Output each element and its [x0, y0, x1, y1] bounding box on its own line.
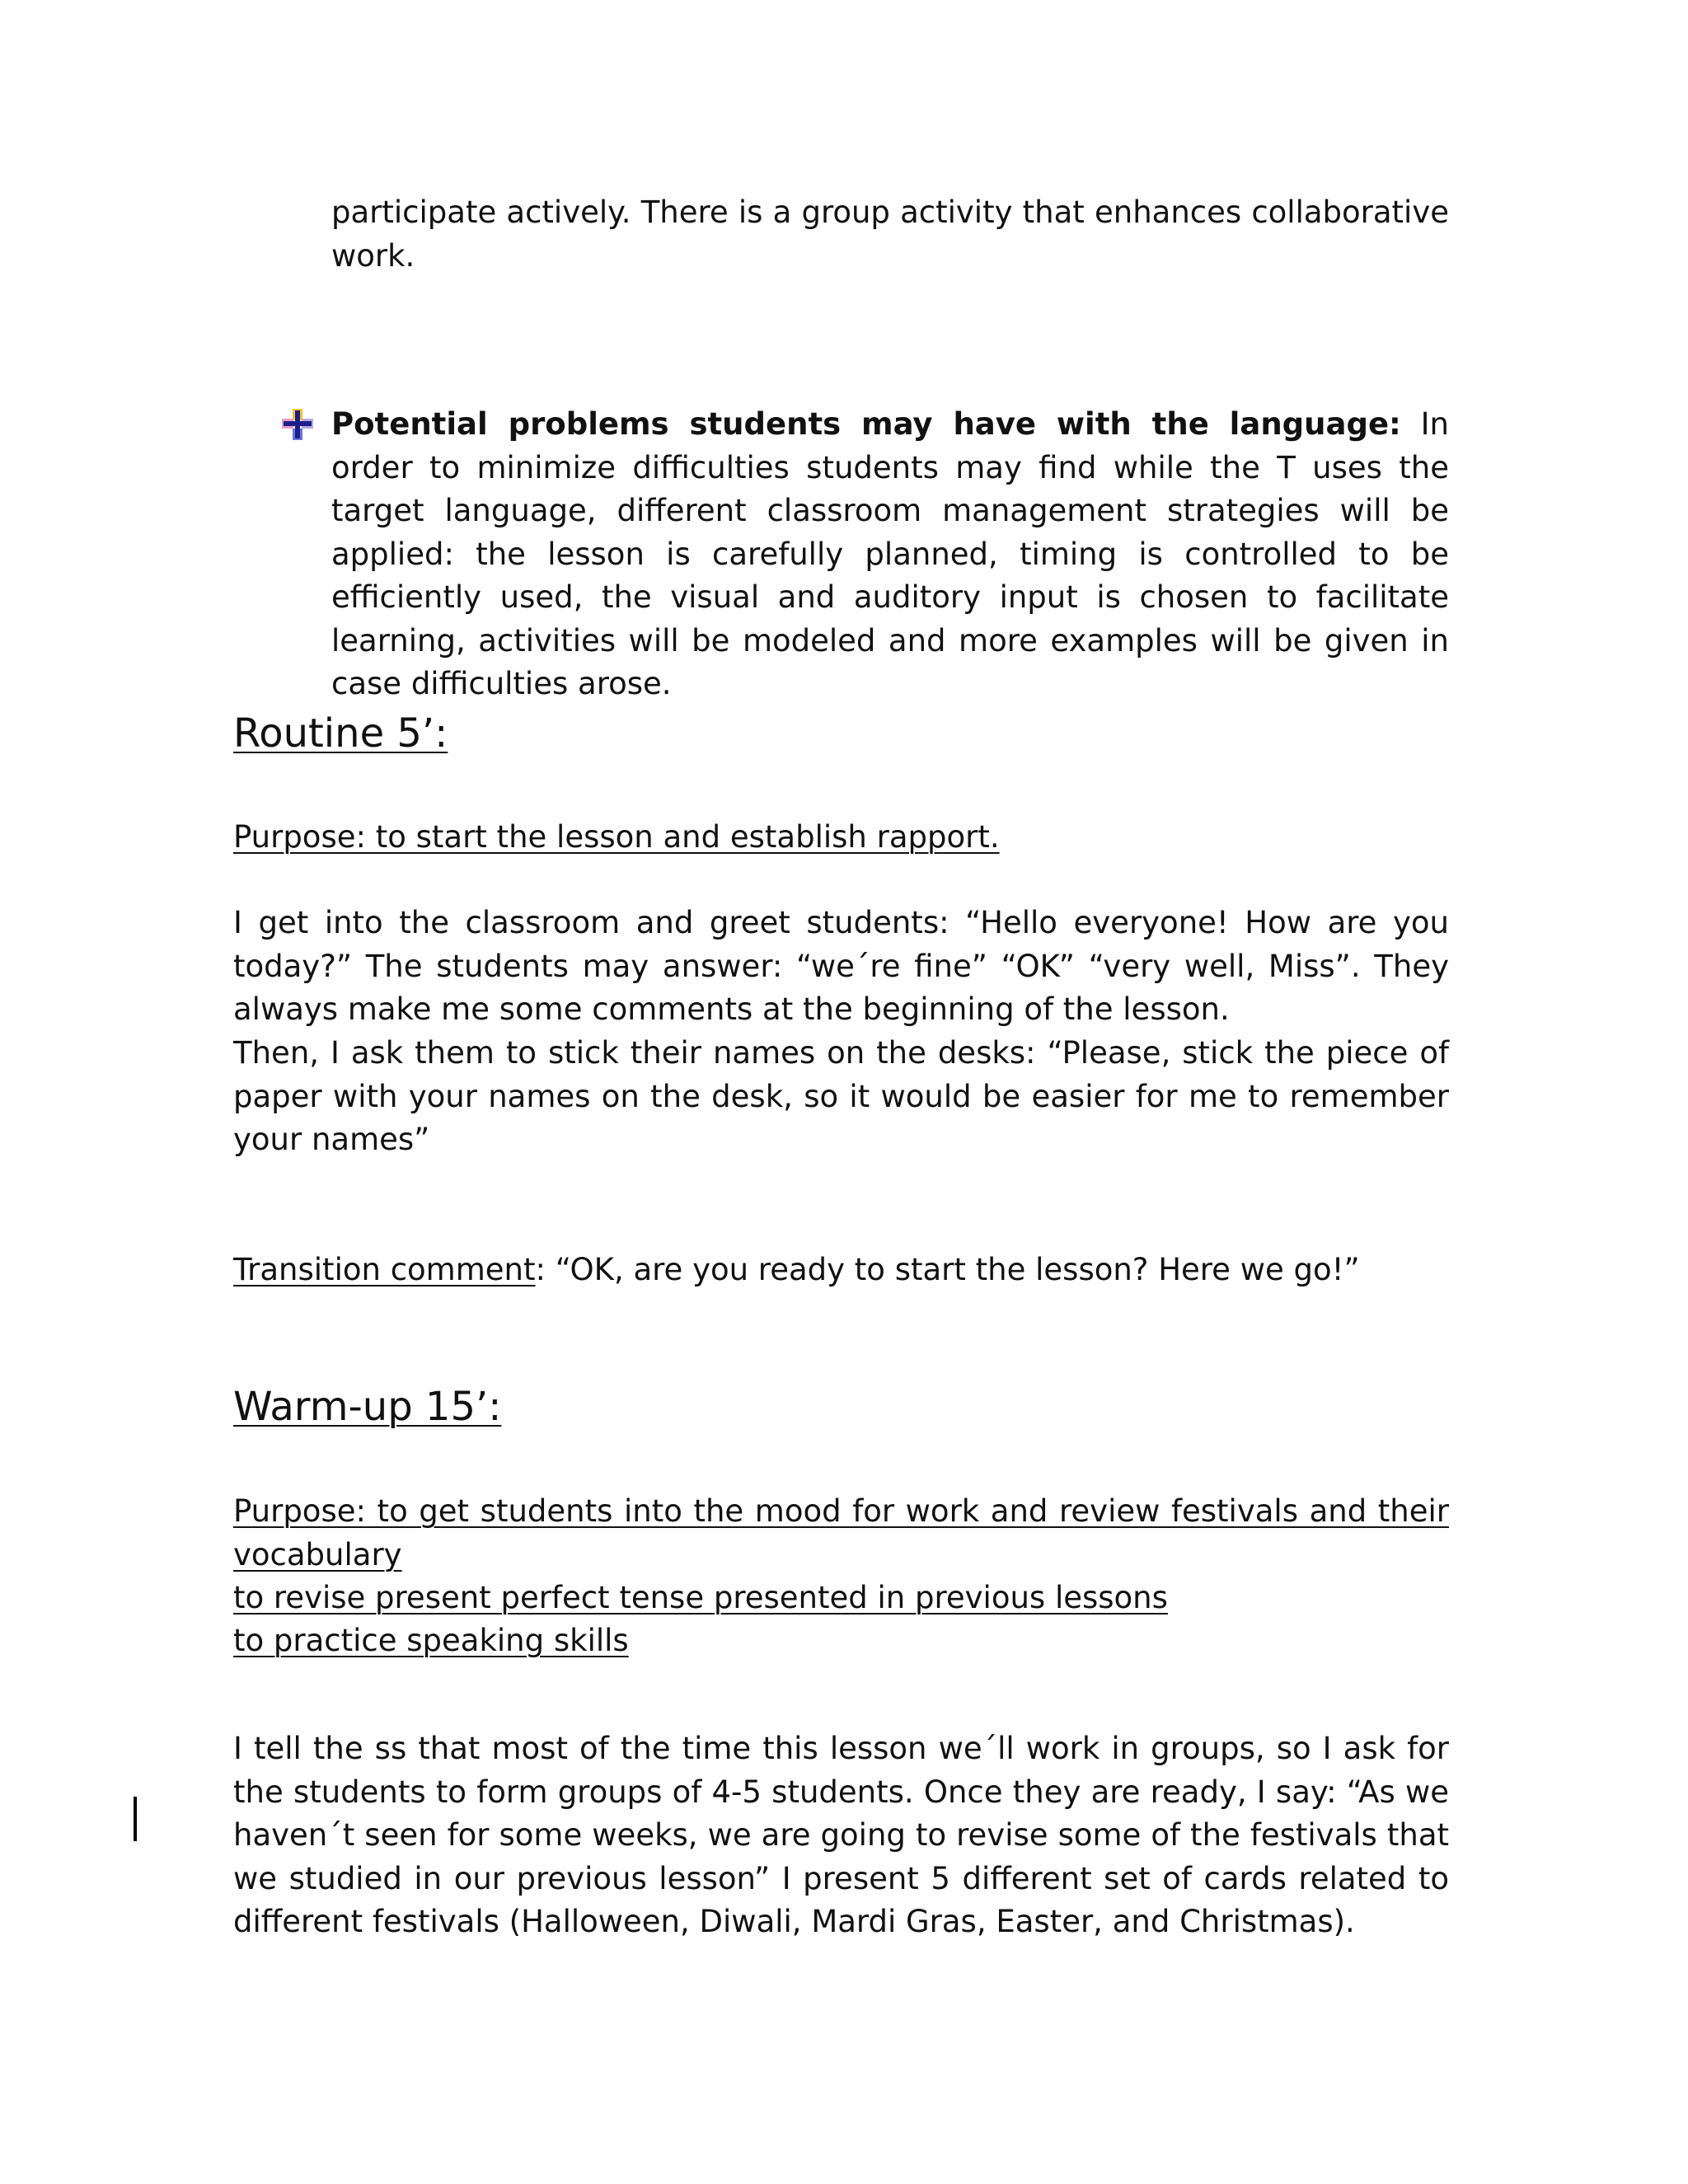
potential-problems-paragraph — [331, 403, 1449, 706]
transition-label: Transition comment — [233, 1252, 536, 1287]
warmup-heading: Warm-up 15’: — [233, 1384, 502, 1430]
transition-text: : “OK, are you ready to start the lesson? Here we go!” — [535, 1252, 1360, 1287]
colorful-cross-bullet-icon — [280, 407, 315, 442]
transition-comment — [233, 1249, 1360, 1292]
potential-problems-label: Potential problems students may have with the language: — [331, 406, 1401, 442]
intro-paragraph: participate actively. There is a group activity that enhances collaborative work. — [331, 194, 1449, 274]
routine-heading: Routine 5’: — [233, 710, 448, 757]
routine-paragraph-2: Then, I ask them to stick their names on the desks: “Please, stick the piece of paper with your names on the desk, so it would be easier for me to remember your names” — [233, 1035, 1449, 1157]
warmup-paragraph: I tell the ss that most of the time this lesson we´ll work in groups, so I ask for the students to form groups of 4-5 students. Once they are ready, I say: “As we haven´t seen for some weeks, we are going to revise some of the festivals that we studied in our previous lesson” I present 5 different set of cards related to different festivals (Halloween, Diwali, Mardi Gras, Easter, and Christmas). — [233, 1731, 1449, 1939]
warmup-purpose-1: Purpose: to get students into the mood for work and review festivals and their vocabulary — [233, 1493, 1449, 1572]
warmup-purpose-3: to practice speaking skills — [233, 1623, 629, 1658]
routine-purpose: Purpose: to start the lesson and establish rapport. — [233, 819, 1000, 855]
routine-paragraph-1: I get into the classroom and greet students: “Hello everyone! How are you today?” The students may answer: “we´re fine” “OK” “very well, Miss”. They always make me some comments at the beginning of the lesson. — [233, 905, 1449, 1027]
potential-problems-text: In order to minimize difficulties students may find while the T uses the target language, different classroom management strategies will be applied: the lesson is carefully planned, timing is controlled to be efficiently used, the visual and auditory input is chosen to facilitate learning, activities will be modeled and more examples will be given in case difficulties arose. — [331, 406, 1449, 701]
warmup-purpose-2: to revise present perfect tense presented in previous lessons — [233, 1580, 1168, 1615]
text-cursor — [134, 1797, 137, 1841]
